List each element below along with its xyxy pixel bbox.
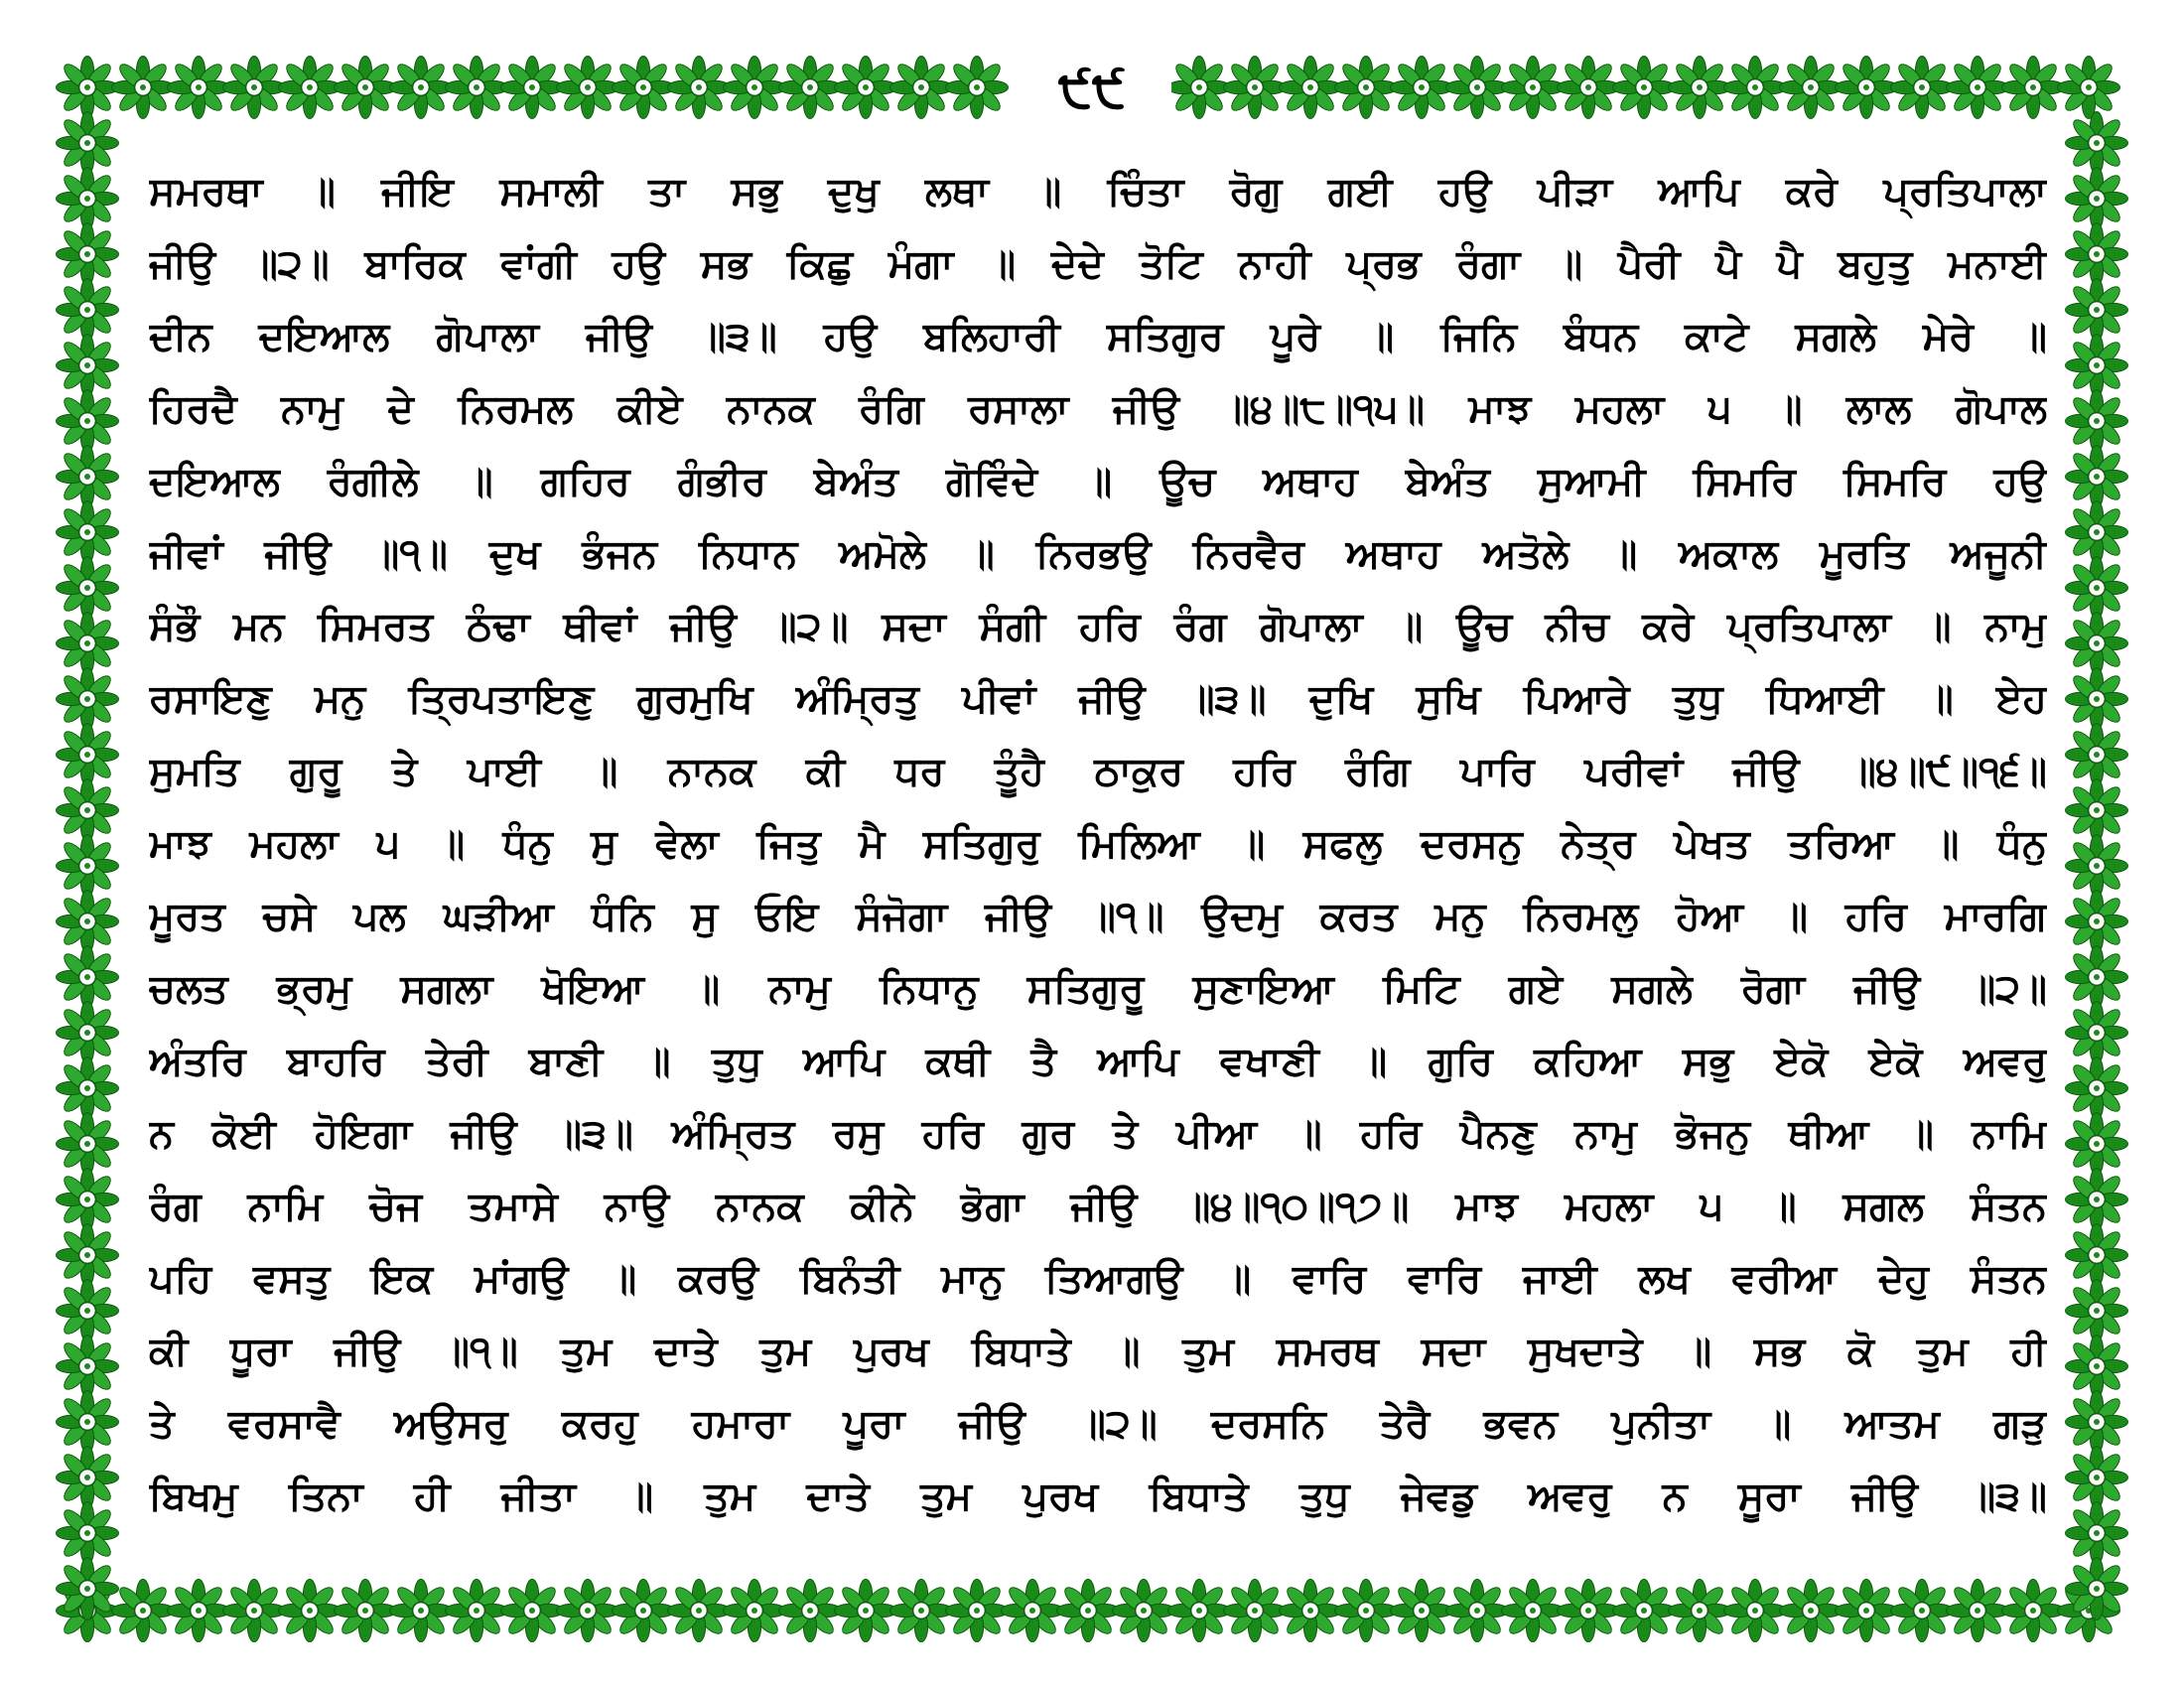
flower-icon [946,1580,1009,1642]
flower-icon [1836,57,1898,119]
flower-icon [2066,1002,2128,1064]
flower-icon [1502,1580,1565,1642]
flower-icon [1669,57,1731,119]
flower-icon [2066,1558,2128,1620]
flower-icon [668,57,731,119]
text-line: ਤੇ ਵਰਸਾਵੈ ਅਉਸਰੁ ਕਰਹੁ ਹਮਾਰਾ ਪੂਰਾ ਜੀਉ ॥੨॥ ਦਰਸਨਿ ਤੇਰੈ ਭਵਨ ਪੁਨੀਤਾ ॥ ਆਤਮ ਗੜੁ [149,1401,2047,1447]
flower-icon [57,1558,119,1620]
flower-icon [57,779,119,842]
flower-icon [57,1336,119,1398]
flower-icon [2066,335,2128,397]
text-line: ਨ ਕੋਈ ਹੋਇਗਾ ਜੀਉ ॥੩॥ ਅੰਮ੍ਰਿਤ ਰਸੁ ਹਰਿ ਗੁਰ ਤੇ ਪੀਆ ॥ ਹਰਿ ਪੈਨਣੁ ਨਾਮੁ ਭੋਜਨੁ ਥੀਆ ॥ ਨਾਮਿ [149,1111,2047,1157]
flower-icon [390,1580,453,1642]
flower-icon [168,57,230,119]
flower-icon [1891,57,1954,119]
flower-icon [724,1580,786,1642]
flower-icon [57,501,119,564]
flower-icon [57,1280,119,1342]
flower-icon [335,57,397,119]
flower-icon [112,57,175,119]
flower-icon [57,613,119,675]
flower-icon [1613,57,1676,119]
flower-icon [1224,1580,1287,1642]
flower-icon [446,57,508,119]
flower-icon [835,1580,897,1642]
flower-icon [1168,1580,1231,1642]
flower-icon [57,724,119,786]
flower-icon [57,223,119,286]
flower-icon [1947,57,2009,119]
text-line: ਹਿਰਦੈ ਨਾਮੁ ਦੇ ਨਿਰਮਲ ਕੀਏ ਨਾਨਕ ਰੰਗਿ ਰਸਾਲਾ ਜੀਉ ॥੪॥੮॥੧੫॥ ਮਾਝ ਮਹਲਾ ੫ ॥ ਲਾਲ ਗੋਪਾਲ [149,386,2047,432]
flower-icon [279,1580,341,1642]
flower-icon [2066,112,2128,175]
flower-icon [57,835,119,898]
flower-icon [2002,1580,2065,1642]
flower-icon [613,1580,675,1642]
flower-icon [724,57,786,119]
flower-icon [2066,168,2128,230]
flower-icon [890,57,953,119]
flower-icon [335,1580,397,1642]
text-line: ਸੰਭੌ ਮਨ ਸਿਮਰਤ ਠੰਢਾ ਥੀਵਾਂ ਜੀਉ ॥੨॥ ਸਦਾ ਸੰਗੀ ਹਰਿ ਰੰਗ ਗੋਪਾਲਾ ॥ ਊਚ ਨੀਚ ਕਰੇ ਪ੍ਰਤਿਪਾਲਾ ॥ ਨਾਮੁ [149,604,2047,649]
flower-icon [1391,1580,1453,1642]
flower-icon [779,1580,842,1642]
flower-icon [57,1447,119,1509]
flower-icon [557,1580,619,1642]
flower-icon [2066,668,2128,731]
flower-icon [1280,1580,1342,1642]
flower-icon [1168,57,1231,119]
text-line: ਮੂਰਤ ਚਸੇ ਪਲ ਘੜੀਆ ਧੰਨਿ ਸੁ ਓਇ ਸੰਜੋਗਾ ਜੀਉ ॥੧॥ ਉਦਮੁ ਕਰਤ ਮਨੁ ਨਿਰਮਲੁ ਹੋਆ ॥ ਹਰਿ ਮਾਰਗਿ [149,894,2047,939]
flower-icon [2066,1224,2128,1287]
flower-icon [57,1113,119,1176]
flower-icon [57,390,119,453]
flower-icon [1224,57,1287,119]
flower-icon [1558,1580,1620,1642]
flower-icon [2066,1336,2128,1398]
flower-icon [57,946,119,1009]
flower-icon [1947,1580,2009,1642]
flower-icon [1391,57,1453,119]
text-line: ਜੀਉ ॥੨॥ ਬਾਰਿਕ ਵਾਂਗੀ ਹਉ ਸਭ ਕਿਛੁ ਮੰਗਾ ॥ ਦੇਦੇ ਤੋਟਿ ਨਾਹੀ ਪ੍ਰਭ ਰੰਗਾ ॥ ਪੈਰੀ ਪੈ ਪੈ ਬਹੁਤੁ ਮਨਾਈ [149,241,2047,287]
flower-icon [57,1169,119,1231]
flower-icon [2066,779,2128,842]
text-line: ਕੀ ਧੂਰਾ ਜੀਉ ॥੧॥ ਤੁਮ ਦਾਤੇ ਤੁਮ ਪੁਰਖ ਬਿਧਾਤੇ ॥ ਤੁਮ ਸਮਰਥ ਸਦਾ ਸੁਖਦਾਤੇ ॥ ਸਭ ਕੋ ਤੁਮ ਹੀ [149,1329,2047,1374]
flower-icon [1780,1580,1843,1642]
text-line: ਅੰਤਰਿ ਬਾਹਰਿ ਤੇਰੀ ਬਾਣੀ ॥ ਤੁਧੁ ਆਪਿ ਕਥੀ ਤੈ ਆਪਿ ਵਖਾਣੀ ॥ ਗੁਰਿ ਕਹਿਆ ਸਭੁ ਏਕੋ ਏਕੋ ਅਵਰੁ [149,1039,2047,1084]
flower-icon [2066,1391,2128,1454]
flower-icon [2058,57,2120,119]
flower-icon [390,57,453,119]
flower-icon [2066,891,2128,953]
flower-icon [57,891,119,953]
flower-icon [57,1057,119,1120]
flower-icon [1724,1580,1787,1642]
flower-icon [223,57,286,119]
flower-icon [1335,1580,1398,1642]
flower-icon [2066,1502,2128,1565]
flower-icon [1113,1580,1175,1642]
flower-icon [2066,835,2128,898]
flower-icon [2066,1057,2128,1120]
text-line: ਰੰਗ ਨਾਮਿ ਚੋਜ ਤਮਾਸੇ ਨਾਉ ਨਾਨਕ ਕੀਨੇ ਭੋਗਾ ਜੀਉ ॥੪॥੧੦॥੧੭॥ ਮਾਝ ਮਹਲਾ ੫ ॥ ਸਗਲ ਸੰਤਨ [149,1184,2047,1229]
flower-icon [2066,1280,2128,1342]
flower-icon [57,1224,119,1287]
flower-icon [57,279,119,342]
flower-icon [1335,57,1398,119]
text-line: ਚਲਤ ਭ੍ਰਮੁ ਸਗਲਾ ਖੋਇਆ ॥ ਨਾਮੁ ਨਿਧਾਨੁ ਸਤਿਗੁਰੂ ਸੁਣਾਇਆ ਮਿਟਿ ਗਏ ਸਗਲੇ ਰੋਗਾ ਜੀਉ ॥੨॥ [149,966,2047,1012]
flower-icon [1057,1580,1120,1642]
flower-icon [501,57,564,119]
text-line: ਦੀਨ ਦਇਆਲ ਗੋਪਾਲਾ ਜੀਉ ॥੩॥ ਹਉ ਬਲਿਹਾਰੀ ਸਤਿਗੁਰ ਪੂਰੇ ॥ ਜਿਨਿ ਬੰਧਨ ਕਾਟੇ ਸਗਲੇ ਮੇਰੇ ॥ [149,314,2047,359]
flower-icon [57,668,119,731]
flower-icon [57,557,119,620]
text-line: ਰਸਾਇਣੁ ਮਨੁ ਤ੍ਰਿਪਤਾਇਣੁ ਗੁਰਮੁਖਿ ਅੰਮ੍ਰਿਤੁ ਪੀਵਾਂ ਜੀਉ ॥੩॥ ਦੁਖਿ ਸੁਖਿ ਪਿਆਰੇ ਤੁਧੁ ਧਿਆਈ ॥ ਏਹ [149,676,2047,722]
flower-icon [112,1580,175,1642]
flower-icon [57,335,119,397]
flower-icon [557,57,619,119]
flower-icon [2066,724,2128,786]
flower-icon [57,1391,119,1454]
flower-icon [835,57,897,119]
flower-icon [1446,1580,1509,1642]
text-line: ਮਾਝ ਮਹਲਾ ੫ ॥ ਧੰਨੁ ਸੁ ਵੇਲਾ ਜਿਤੁ ਮੈ ਸਤਿਗੁਰੁ ਮਿਲਿਆ ॥ ਸਫਲੁ ਦਰਸਨੁ ਨੇਤ੍ਰ ਪੇਖਤ ਤਰਿਆ ॥ ਧੰਨੁ [149,821,2047,867]
flower-icon [223,1580,286,1642]
flower-icon [1613,1580,1676,1642]
text-line: ਸੁਮਤਿ ਗੁਰੂ ਤੇ ਪਾਈ ॥ ਨਾਨਕ ਕੀ ਧਰ ਤੂੰਹੈ ਠਾਕੁਰ ਹਰਿ ਰੰਗਿ ਪਾਰਿ ਪਰੀਵਾਂ ਜੀਉ ॥੪॥੯॥੧੬॥ [149,749,2047,794]
text-line: ਜੀਵਾਂ ਜੀਉ ॥੧॥ ਦੁਖ ਭੰਜਨ ਨਿਧਾਨ ਅਮੋਲੇ ॥ ਨਿਰਭਉ ਨਿਰਵੈਰ ਅਥਾਹ ਅਤੋਲੇ ॥ ਅਕਾਲ ਮੂਰਤਿ ਅਜੂਨੀ [149,531,2047,577]
flower-icon [890,1580,953,1642]
flower-icon [2066,1447,2128,1509]
flower-icon [501,1580,564,1642]
flower-icon [668,1580,731,1642]
flower-icon [57,112,119,175]
flower-icon [57,57,119,119]
flower-icon [279,57,341,119]
flower-icon [2066,279,2128,342]
flower-icon [1724,57,1787,119]
text-line: ਪਹਿ ਵਸਤੁ ਇਕ ਮਾਂਗਉ ॥ ਕਰਉ ਬਿਨੰਤੀ ਮਾਨੁ ਤਿਆਗਉ ॥ ਵਾਰਿ ਵਾਰਿ ਜਾਈ ਲਖ ਵਰੀਆ ਦੇਹੁ ਸੰਤਨ [149,1256,2047,1302]
flower-icon [1836,1580,1898,1642]
flower-icon [2066,946,2128,1009]
flower-icon [2002,57,2065,119]
flower-icon [1891,1580,1954,1642]
flower-icon [57,446,119,508]
flower-icon [1780,57,1843,119]
flower-icon [168,1580,230,1642]
text-line: ਬਿਖਮੁ ਤਿਨਾ ਹੀ ਜੀਤਾ ॥ ਤੁਮ ਦਾਤੇ ਤੁਮ ਪੁਰਖ ਬਿਧਾਤੇ ਤੁਧੁ ਜੇਵਡੁ ਅਵਰੁ ਨ ਸੂਰਾ ਜੀਉ ॥੩॥ [149,1474,2047,1519]
flower-icon [946,57,1009,119]
flower-icon [1669,1580,1731,1642]
flower-icon [2066,501,2128,564]
flower-icon [57,1002,119,1064]
flower-icon [779,57,842,119]
text-line: ਦਇਆਲ ਰੰਗੀਲੇ ॥ ਗਹਿਰ ਗੰਭੀਰ ਬੇਅੰਤ ਗੋਵਿੰਦੇ ॥ ਊਚ ਅਥਾਹ ਬੇਅੰਤ ਸੁਆਮੀ ਸਿਮਰਿ ਸਿਮਰਿ ਹਉ [149,459,2047,504]
flower-icon [1446,57,1509,119]
text-line: ਸਮਰਥਾ ॥ ਜੀਇ ਸਮਾਲੀ ਤਾ ਸਭੁ ਦੁਖੁ ਲਥਾ ॥ ਚਿੰਤਾ ਰੋਗੁ ਗਈ ਹਉ ਪੀੜਾ ਆਪਿ ਕਰੇ ਪ੍ਰਤਿਪਾਲਾ [149,169,2047,214]
flower-icon [2066,446,2128,508]
flower-icon [2066,613,2128,675]
flower-icon [2066,1113,2128,1176]
flower-icon [1502,57,1565,119]
flower-icon [613,57,675,119]
flower-icon [1280,57,1342,119]
flower-icon [57,168,119,230]
flower-icon [1558,57,1620,119]
flower-icon [2066,223,2128,286]
flower-icon [1002,1580,1064,1642]
flower-icon [2066,390,2128,453]
scripture-text [149,164,2047,1524]
flower-icon [2066,1169,2128,1231]
flower-icon [57,1502,119,1565]
flower-icon [446,1580,508,1642]
flower-icon [2066,557,2128,620]
page-number: ੯੯ [1013,50,1171,129]
